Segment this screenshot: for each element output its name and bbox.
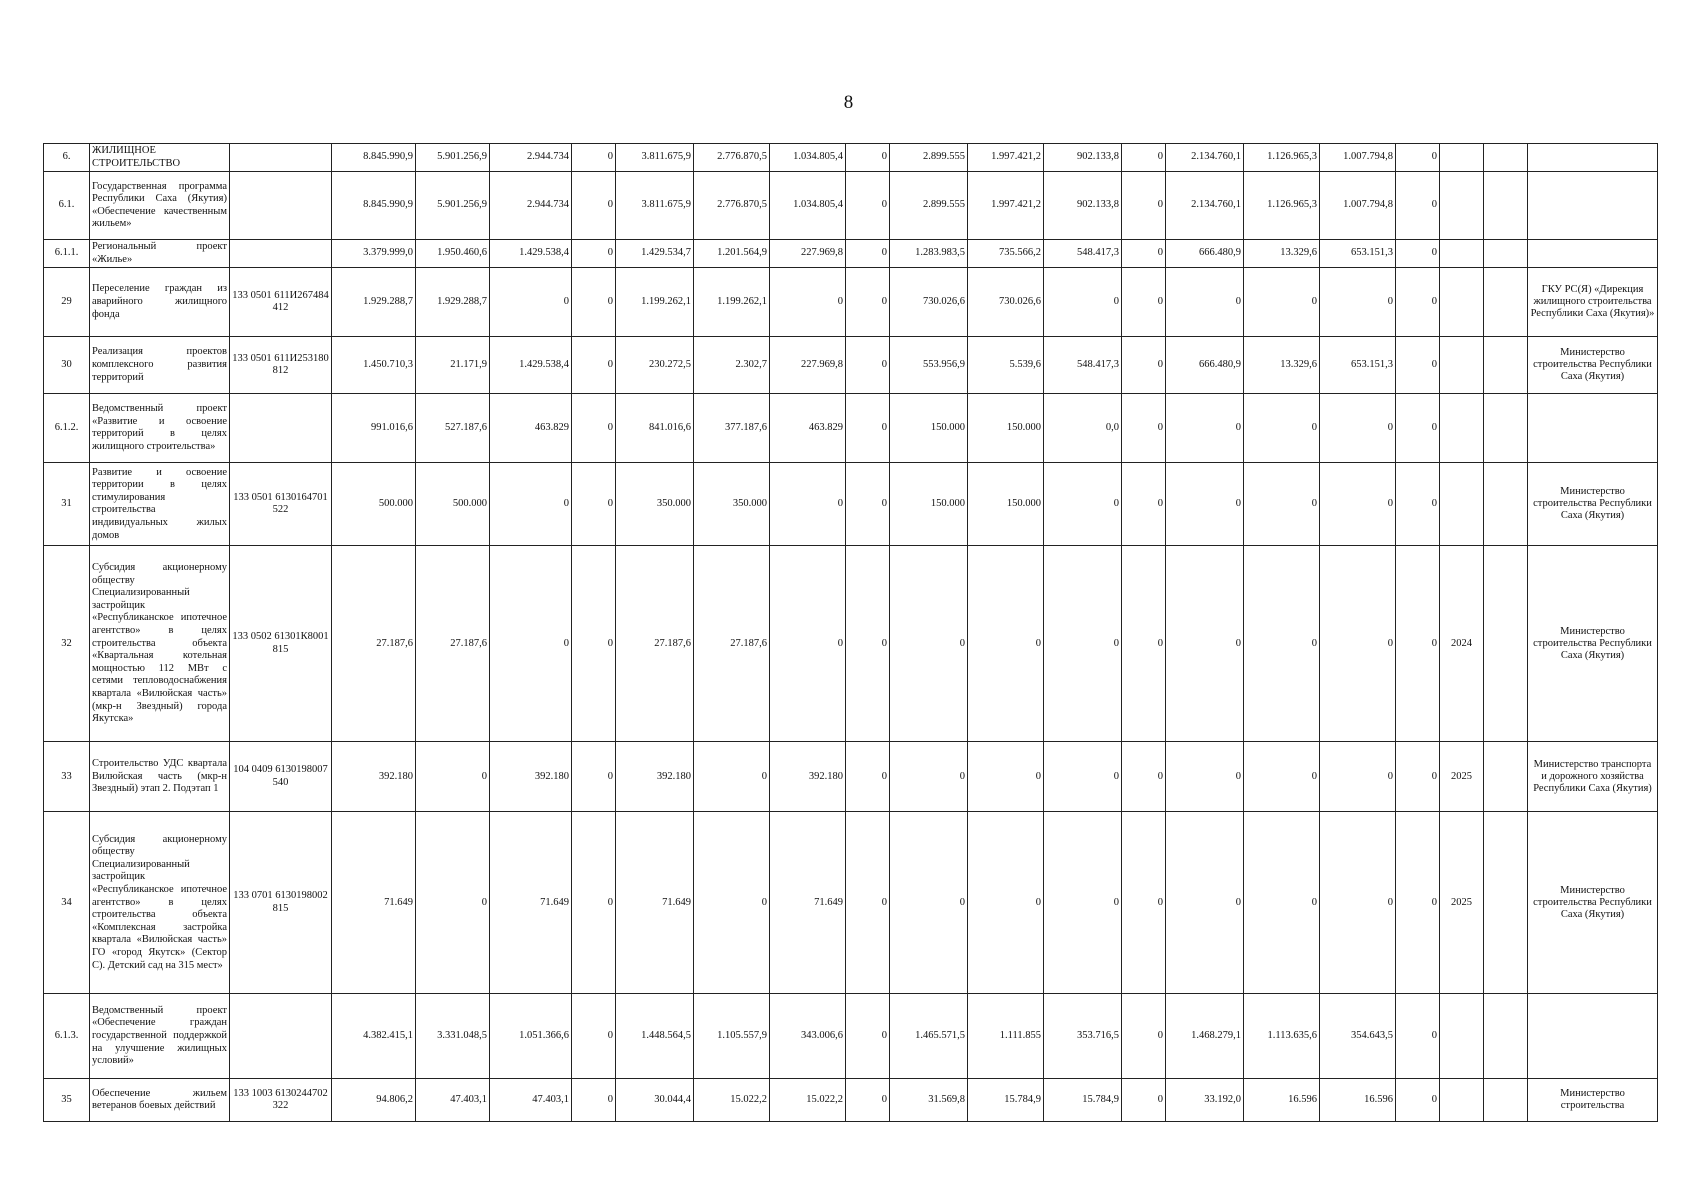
value-cell: 392.180 (770, 742, 846, 812)
executor-cell: Министерство строительства Республики Саха (Якутия) (1528, 337, 1658, 394)
executor-cell (1528, 994, 1658, 1079)
value-cell: 730.026,6 (890, 268, 968, 337)
value-cell: 47.403,1 (416, 1079, 490, 1122)
value-cell: 666.480,9 (1166, 240, 1244, 268)
value-cell: 27.187,6 (616, 546, 694, 742)
value-cell: 150.000 (968, 394, 1044, 463)
value-cell: 0 (1122, 394, 1166, 463)
table-row (44, 337, 1658, 394)
value-cell: 0 (572, 337, 616, 394)
value-cell: 0 (1244, 268, 1320, 337)
value-cell: 1.105.557,9 (694, 994, 770, 1079)
table-row (44, 394, 1658, 463)
value-cell: 0 (968, 742, 1044, 812)
value-cell: 0 (846, 240, 890, 268)
value-cell: 0 (846, 337, 890, 394)
value-cell: 47.403,1 (490, 1079, 572, 1122)
value-cell: 0 (572, 463, 616, 546)
value-cell: 463.829 (490, 394, 572, 463)
value-cell: 1.111.855 (968, 994, 1044, 1079)
value-cell: 0 (1244, 812, 1320, 994)
table-row (44, 172, 1658, 240)
value-cell: 350.000 (694, 463, 770, 546)
value-cell: 0 (1320, 394, 1396, 463)
value-cell: 3.811.675,9 (616, 172, 694, 240)
table-row (44, 1079, 1658, 1122)
empty-cell (1484, 1079, 1528, 1122)
value-cell: 0 (1244, 463, 1320, 546)
budget-table (43, 143, 1658, 1122)
value-cell: 0 (890, 742, 968, 812)
value-cell: 0 (1244, 394, 1320, 463)
value-cell: 1.201.564,9 (694, 240, 770, 268)
empty-cell (1484, 144, 1528, 172)
value-cell: 0 (1396, 240, 1440, 268)
page-number: 8 (843, 92, 854, 113)
value-cell: 666.480,9 (1166, 337, 1244, 394)
value-cell: 0 (1396, 463, 1440, 546)
value-cell: 353.716,5 (1044, 994, 1122, 1079)
row-number-cell: 6.1. (44, 172, 90, 240)
value-cell: 0 (572, 144, 616, 172)
value-cell: 0 (846, 172, 890, 240)
year-cell: 2024 (1440, 546, 1484, 742)
row-name-cell: ЖИЛИЩНОЕ СТРОИТЕЛЬСТВО (90, 144, 230, 172)
row-name-cell: Субсидия акционерному обществу Специализированный застройщик «Республиканское ипотечное агентство» в целях строительства объекта «Комплексная застройка квартала «Вилюйская часть» ГО «город Якутск» (Сектор С). Детский сад на 315 мест» (90, 812, 230, 994)
value-cell: 0 (1166, 394, 1244, 463)
value-cell: 0 (1320, 546, 1396, 742)
row-number-cell: 33 (44, 742, 90, 812)
value-cell: 13.329,6 (1244, 337, 1320, 394)
value-cell: 3.379.999,0 (332, 240, 416, 268)
value-cell: 500.000 (416, 463, 490, 546)
budget-code-cell: 133 0701 6130198002 815 (230, 812, 332, 994)
value-cell: 0 (968, 546, 1044, 742)
value-cell: 16.596 (1244, 1079, 1320, 1122)
value-cell: 0 (1396, 144, 1440, 172)
value-cell: 902.133,8 (1044, 172, 1122, 240)
value-cell: 0 (490, 268, 572, 337)
value-cell: 500.000 (332, 463, 416, 546)
value-cell: 15.784,9 (1044, 1079, 1122, 1122)
value-cell: 0 (1320, 268, 1396, 337)
value-cell: 2.776.870,5 (694, 144, 770, 172)
budget-code-cell (230, 144, 332, 172)
empty-cell (1484, 240, 1528, 268)
value-cell: 150.000 (890, 394, 968, 463)
value-cell: 1.929.288,7 (332, 268, 416, 337)
value-cell: 13.329,6 (1244, 240, 1320, 268)
value-cell: 0 (1320, 812, 1396, 994)
empty-cell (1484, 994, 1528, 1079)
value-cell: 0 (1396, 742, 1440, 812)
year-cell (1440, 240, 1484, 268)
value-cell: 5.901.256,9 (416, 172, 490, 240)
value-cell: 21.171,9 (416, 337, 490, 394)
value-cell: 392.180 (332, 742, 416, 812)
table-row (44, 994, 1658, 1079)
value-cell: 0 (846, 463, 890, 546)
value-cell: 392.180 (616, 742, 694, 812)
value-cell: 0 (846, 546, 890, 742)
value-cell: 343.006,6 (770, 994, 846, 1079)
value-cell: 0 (572, 172, 616, 240)
value-cell: 71.649 (490, 812, 572, 994)
value-cell: 2.302,7 (694, 337, 770, 394)
value-cell: 1.199.262,1 (616, 268, 694, 337)
value-cell: 0 (1044, 268, 1122, 337)
table-row (44, 546, 1658, 742)
budget-code-cell: 133 0501 611И267484 412 (230, 268, 332, 337)
empty-cell (1484, 742, 1528, 812)
row-name-cell: Переселение граждан из аварийного жилищного фонда (90, 268, 230, 337)
value-cell: 2.776.870,5 (694, 172, 770, 240)
empty-cell (1484, 268, 1528, 337)
row-number-cell: 6.1.1. (44, 240, 90, 268)
executor-cell (1528, 394, 1658, 463)
value-cell: 0 (1396, 268, 1440, 337)
value-cell: 3.331.048,5 (416, 994, 490, 1079)
executor-cell: Министерство строительства Республики Саха (Якутия) (1528, 463, 1658, 546)
value-cell: 991.016,6 (332, 394, 416, 463)
row-number-cell: 29 (44, 268, 90, 337)
row-number-cell: 6.1.3. (44, 994, 90, 1079)
row-number-cell: 34 (44, 812, 90, 994)
value-cell: 0 (572, 994, 616, 1079)
value-cell: 0 (1122, 268, 1166, 337)
year-cell (1440, 463, 1484, 546)
value-cell: 1.468.279,1 (1166, 994, 1244, 1079)
value-cell: 0 (1044, 812, 1122, 994)
value-cell: 1.113.635,6 (1244, 994, 1320, 1079)
value-cell: 0 (1396, 546, 1440, 742)
value-cell: 0 (1166, 742, 1244, 812)
value-cell: 0 (490, 463, 572, 546)
value-cell: 350.000 (616, 463, 694, 546)
empty-cell (1484, 337, 1528, 394)
executor-cell: Министерство строительства (1528, 1079, 1658, 1122)
value-cell: 653.151,3 (1320, 337, 1396, 394)
value-cell: 0 (770, 268, 846, 337)
value-cell: 1.283.983,5 (890, 240, 968, 268)
value-cell: 8.845.990,9 (332, 172, 416, 240)
value-cell: 0 (846, 394, 890, 463)
year-cell (1440, 268, 1484, 337)
value-cell: 0 (1320, 742, 1396, 812)
value-cell: 841.016,6 (616, 394, 694, 463)
value-cell: 16.596 (1320, 1079, 1396, 1122)
value-cell: 1.950.460,6 (416, 240, 490, 268)
table-row (44, 268, 1658, 337)
budget-code-cell (230, 172, 332, 240)
row-name-cell: Развитие и освоение территории в целях стимулирования строительства индивидуальных жилых домов (90, 463, 230, 546)
value-cell: 0 (1122, 742, 1166, 812)
value-cell: 0 (416, 812, 490, 994)
value-cell: 1.034.805,4 (770, 144, 846, 172)
value-cell: 0 (572, 546, 616, 742)
value-cell: 1.997.421,2 (968, 144, 1044, 172)
value-cell: 0 (1044, 742, 1122, 812)
value-cell: 548.417,3 (1044, 337, 1122, 394)
value-cell: 2.899.555 (890, 144, 968, 172)
value-cell: 71.649 (616, 812, 694, 994)
value-cell: 8.845.990,9 (332, 144, 416, 172)
year-cell: 2025 (1440, 742, 1484, 812)
value-cell: 4.382.415,1 (332, 994, 416, 1079)
value-cell: 0 (572, 742, 616, 812)
table-row (44, 240, 1658, 268)
budget-code-cell (230, 994, 332, 1079)
value-cell: 1.126.965,3 (1244, 172, 1320, 240)
year-cell (1440, 1079, 1484, 1122)
row-name-cell: Обеспечение жильем ветеранов боевых действий (90, 1079, 230, 1122)
value-cell: 0 (1396, 394, 1440, 463)
value-cell: 227.969,8 (770, 337, 846, 394)
executor-cell (1528, 172, 1658, 240)
value-cell: 2.899.555 (890, 172, 968, 240)
empty-cell (1484, 172, 1528, 240)
value-cell: 0 (968, 812, 1044, 994)
year-cell (1440, 337, 1484, 394)
budget-code-cell: 104 0409 6130198007 540 (230, 742, 332, 812)
value-cell: 0 (1166, 812, 1244, 994)
value-cell: 2.944.734 (490, 144, 572, 172)
value-cell: 1.199.262,1 (694, 268, 770, 337)
value-cell: 548.417,3 (1044, 240, 1122, 268)
row-name-cell: Ведомственный проект «Обеспечение граждан государственной поддержкой на улучшение жилищных условий» (90, 994, 230, 1079)
value-cell: 31.569,8 (890, 1079, 968, 1122)
empty-cell (1484, 394, 1528, 463)
row-number-cell: 31 (44, 463, 90, 546)
executor-cell: Министерство транспорта и дорожного хозяйства Республики Саха (Якутия) (1528, 742, 1658, 812)
value-cell: 150.000 (968, 463, 1044, 546)
value-cell: 392.180 (490, 742, 572, 812)
value-cell: 354.643,5 (1320, 994, 1396, 1079)
table-row (44, 463, 1658, 546)
value-cell: 5.901.256,9 (416, 144, 490, 172)
year-cell (1440, 994, 1484, 1079)
value-cell: 2.134.760,1 (1166, 144, 1244, 172)
value-cell: 227.969,8 (770, 240, 846, 268)
value-cell: 30.044,4 (616, 1079, 694, 1122)
value-cell: 0 (846, 1079, 890, 1122)
value-cell: 0 (694, 742, 770, 812)
value-cell: 0 (694, 812, 770, 994)
budget-code-cell: 133 0501 611И253180 812 (230, 337, 332, 394)
budget-code-cell (230, 240, 332, 268)
value-cell: 0 (890, 812, 968, 994)
executor-cell: Министерство строительства Республики Саха (Якутия) (1528, 812, 1658, 994)
value-cell: 1.126.965,3 (1244, 144, 1320, 172)
value-cell: 0 (770, 463, 846, 546)
value-cell: 27.187,6 (694, 546, 770, 742)
value-cell: 1.929.288,7 (416, 268, 490, 337)
row-number-cell: 30 (44, 337, 90, 394)
row-name-cell: Ведомственный проект «Развитие и освоение территорий в целях жилищного строительства» (90, 394, 230, 463)
year-cell (1440, 144, 1484, 172)
value-cell: 0 (846, 742, 890, 812)
value-cell: 0 (572, 812, 616, 994)
value-cell: 1.429.534,7 (616, 240, 694, 268)
value-cell: 0 (846, 994, 890, 1079)
value-cell: 0 (846, 268, 890, 337)
value-cell: 0 (572, 268, 616, 337)
value-cell: 0 (1396, 337, 1440, 394)
row-name-cell: Региональный проект «Жилье» (90, 240, 230, 268)
value-cell: 150.000 (890, 463, 968, 546)
value-cell: 0 (416, 742, 490, 812)
value-cell: 1.465.571,5 (890, 994, 968, 1079)
value-cell: 27.187,6 (332, 546, 416, 742)
value-cell: 0 (770, 546, 846, 742)
value-cell: 0 (1122, 1079, 1166, 1122)
value-cell: 0 (572, 1079, 616, 1122)
row-number-cell: 32 (44, 546, 90, 742)
value-cell: 1.448.564,5 (616, 994, 694, 1079)
table-row (44, 742, 1658, 812)
value-cell: 3.811.675,9 (616, 144, 694, 172)
value-cell: 0 (1166, 463, 1244, 546)
row-name-cell: Субсидия акционерному обществу Специализированный застройщик «Республиканское ипотечное агентство» в целях строительства объекта «Квартальная котельная мощностью 112 МВт с сетями тепловодоснабжения квартала «Вилюйская часть» (мкр-н Звездный) города Якутска» (90, 546, 230, 742)
row-name-cell: Строительство УДС квартала Вилюйская часть (мкр-н Звездный) этап 2. Подэтап 1 (90, 742, 230, 812)
table-row (44, 812, 1658, 994)
value-cell: 0 (1122, 240, 1166, 268)
value-cell: 0 (1166, 546, 1244, 742)
row-name-cell: Реализация проектов комплексного развития территорий (90, 337, 230, 394)
table-row (44, 144, 1658, 172)
value-cell: 0 (1166, 268, 1244, 337)
value-cell: 1.997.421,2 (968, 172, 1044, 240)
year-cell (1440, 394, 1484, 463)
value-cell: 15.022,2 (694, 1079, 770, 1122)
row-name-cell: Государственная программа Республики Саха (Якутия) «Обеспечение качественным жильем» (90, 172, 230, 240)
value-cell: 0 (572, 240, 616, 268)
value-cell: 15.784,9 (968, 1079, 1044, 1122)
value-cell: 2.944.734 (490, 172, 572, 240)
value-cell: 1.450.710,3 (332, 337, 416, 394)
value-cell: 0 (1122, 144, 1166, 172)
value-cell: 0 (1044, 463, 1122, 546)
value-cell: 1.007.794,8 (1320, 172, 1396, 240)
empty-cell (1484, 812, 1528, 994)
value-cell: 0,0 (1044, 394, 1122, 463)
year-cell: 2025 (1440, 812, 1484, 994)
value-cell: 2.134.760,1 (1166, 172, 1244, 240)
value-cell: 1.034.805,4 (770, 172, 846, 240)
value-cell: 0 (1122, 463, 1166, 546)
value-cell: 730.026,6 (968, 268, 1044, 337)
value-cell: 0 (1396, 1079, 1440, 1122)
value-cell: 0 (1044, 546, 1122, 742)
empty-cell (1484, 546, 1528, 742)
executor-cell: Министерство строительства Республики Саха (Якутия) (1528, 546, 1658, 742)
value-cell: 0 (1396, 812, 1440, 994)
value-cell: 1.051.366,6 (490, 994, 572, 1079)
budget-code-cell: 133 0501 6130164701 522 (230, 463, 332, 546)
value-cell: 1.007.794,8 (1320, 144, 1396, 172)
value-cell: 653.151,3 (1320, 240, 1396, 268)
value-cell: 94.806,2 (332, 1079, 416, 1122)
row-number-cell: 35 (44, 1079, 90, 1122)
value-cell: 0 (490, 546, 572, 742)
value-cell: 0 (890, 546, 968, 742)
value-cell: 0 (1122, 546, 1166, 742)
executor-cell: ГКУ РС(Я) «Дирекция жилищного строительства Республики Саха (Якутия)» (1528, 268, 1658, 337)
value-cell: 27.187,6 (416, 546, 490, 742)
value-cell: 0 (1396, 994, 1440, 1079)
empty-cell (1484, 463, 1528, 546)
value-cell: 0 (1122, 172, 1166, 240)
row-number-cell: 6. (44, 144, 90, 172)
value-cell: 0 (1244, 546, 1320, 742)
value-cell: 902.133,8 (1044, 144, 1122, 172)
value-cell: 0 (846, 812, 890, 994)
value-cell: 0 (1122, 994, 1166, 1079)
value-cell: 1.429.538,4 (490, 337, 572, 394)
value-cell: 230.272,5 (616, 337, 694, 394)
executor-cell (1528, 240, 1658, 268)
value-cell: 5.539,6 (968, 337, 1044, 394)
executor-cell (1528, 144, 1658, 172)
value-cell: 71.649 (770, 812, 846, 994)
value-cell: 735.566,2 (968, 240, 1044, 268)
value-cell: 33.192,0 (1166, 1079, 1244, 1122)
budget-code-cell: 133 0502 61301К8001 815 (230, 546, 332, 742)
value-cell: 0 (1122, 337, 1166, 394)
value-cell: 71.649 (332, 812, 416, 994)
value-cell: 0 (1396, 172, 1440, 240)
row-number-cell: 6.1.2. (44, 394, 90, 463)
value-cell: 0 (572, 394, 616, 463)
value-cell: 1.429.538,4 (490, 240, 572, 268)
budget-code-cell (230, 394, 332, 463)
value-cell: 527.187,6 (416, 394, 490, 463)
year-cell (1440, 172, 1484, 240)
value-cell: 463.829 (770, 394, 846, 463)
budget-code-cell: 133 1003 6130244702 322 (230, 1079, 332, 1122)
value-cell: 0 (1244, 742, 1320, 812)
value-cell: 553.956,9 (890, 337, 968, 394)
value-cell: 377.187,6 (694, 394, 770, 463)
value-cell: 0 (1122, 812, 1166, 994)
value-cell: 0 (1320, 463, 1396, 546)
value-cell: 0 (846, 144, 890, 172)
value-cell: 15.022,2 (770, 1079, 846, 1122)
